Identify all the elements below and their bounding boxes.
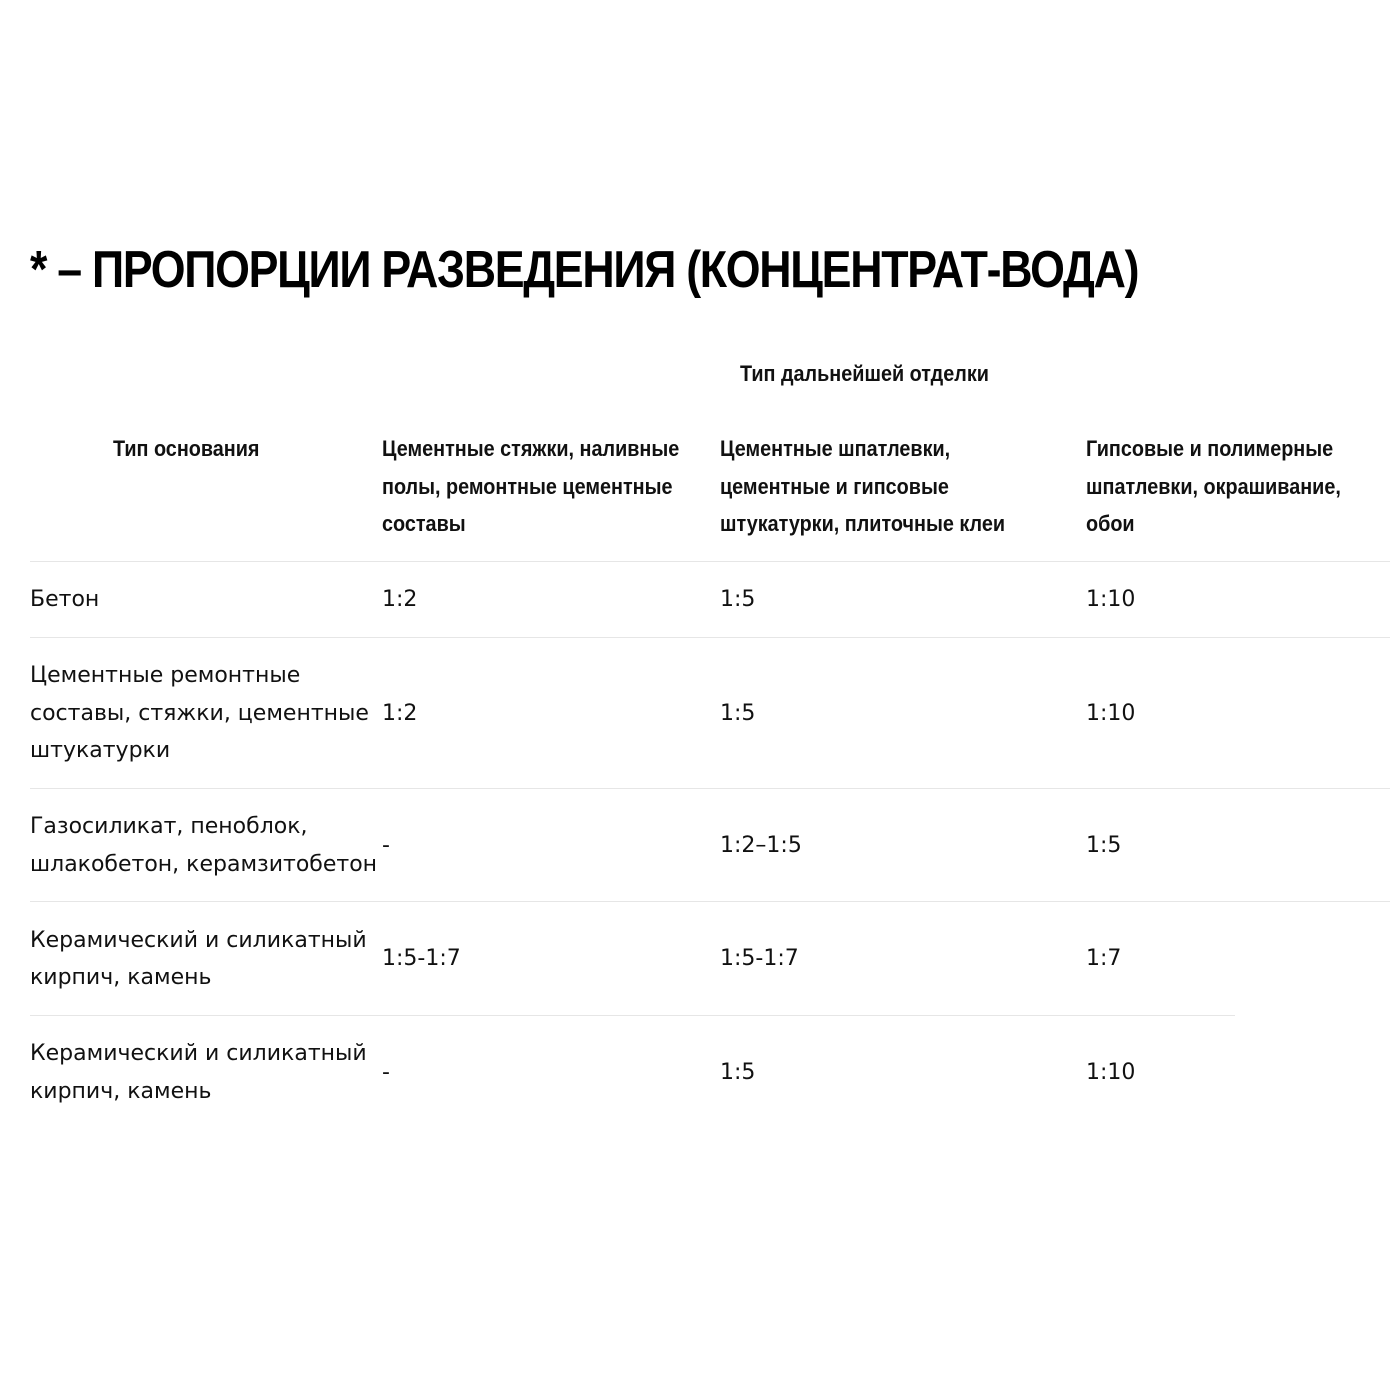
- cell-ratio-gypsum: 1:10: [1086, 700, 1136, 726]
- table-row: [30, 788, 1390, 902]
- table-row: [30, 561, 1390, 638]
- cell-ratio-screeds: -: [382, 832, 390, 858]
- cell-ratio-screeds: -: [382, 1059, 390, 1085]
- cell-base-type: Керамический и силикатный кирпич, камень: [30, 1041, 367, 1104]
- cell-ratio-putties: 1:5: [720, 587, 756, 613]
- table-row: [30, 1015, 1235, 1129]
- column-header-cement-screeds: Цементные стяжки, наливные полы, ремонтные цементные составы: [382, 436, 680, 536]
- cell-ratio-gypsum: 1:10: [1086, 587, 1136, 613]
- column-header-cement-putties: Цементные шпатлевки, цементные и гипсовые штукатурки, плиточные клеи: [720, 436, 1006, 536]
- column-header-base-type: Тип основания: [113, 436, 260, 461]
- finish-type-group-header: Тип дальнейшей отделки: [740, 361, 989, 386]
- cell-ratio-gypsum: 1:10: [1086, 1059, 1136, 1085]
- cell-ratio-gypsum: 1:7: [1086, 946, 1122, 972]
- cell-base-type: Цементные ремонтные составы, стяжки, цементные штукатурки: [30, 663, 369, 764]
- cell-ratio-putties: 1:5-1:7: [720, 946, 799, 972]
- cell-base-type: Газосиликат, пеноблок, шлакобетон, керамзитобетон: [30, 814, 378, 877]
- cell-ratio-putties: 1:5: [720, 1059, 756, 1085]
- column-header-gypsum-polymer: Гипсовые и полимерные шпатлевки, окрашивание, обои: [1086, 436, 1341, 536]
- cell-ratio-gypsum: 1:5: [1086, 832, 1122, 858]
- table-row: [30, 637, 1390, 789]
- cell-ratio-screeds: 1:2: [382, 700, 418, 726]
- cell-ratio-putties: 1:2–1:5: [720, 832, 802, 858]
- cell-base-type: Бетон: [30, 587, 100, 613]
- page-title: * – ПРОПОРЦИИ РАЗВЕДЕНИЯ (КОНЦЕНТРАТ-ВОДА): [30, 241, 1139, 299]
- cell-ratio-screeds: 1:5-1:7: [382, 946, 461, 972]
- cell-ratio-putties: 1:5: [720, 700, 756, 726]
- cell-ratio-screeds: 1:2: [382, 587, 418, 613]
- cell-base-type: Керамический и силикатный кирпич, камень: [30, 927, 367, 990]
- table-row: [30, 901, 1390, 1016]
